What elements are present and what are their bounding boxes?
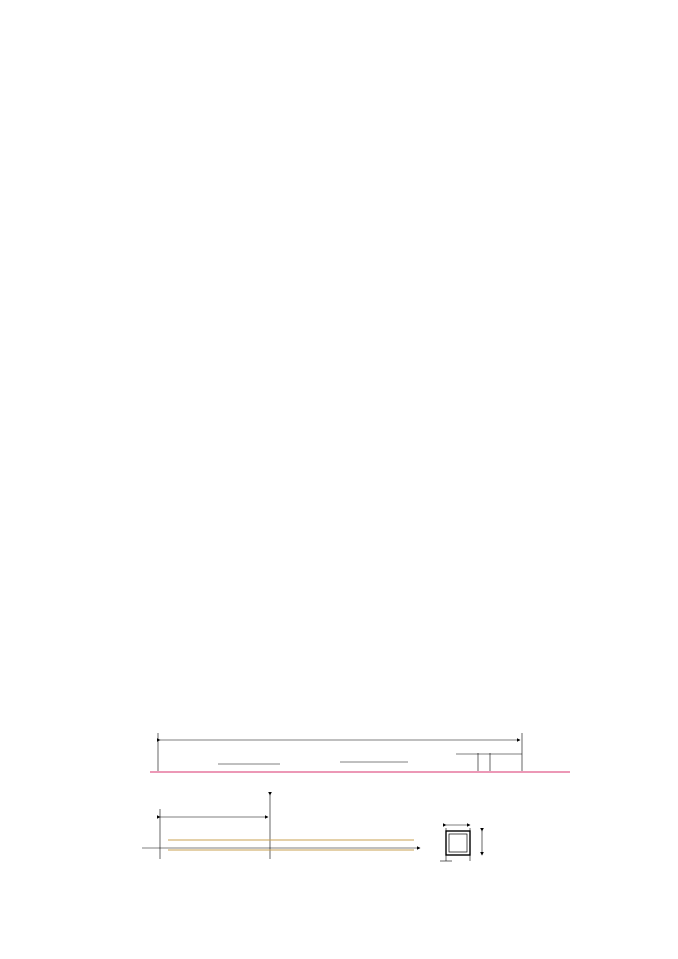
rect-tube-inner (449, 834, 467, 852)
furnace-schematic-figure (120, 729, 580, 881)
